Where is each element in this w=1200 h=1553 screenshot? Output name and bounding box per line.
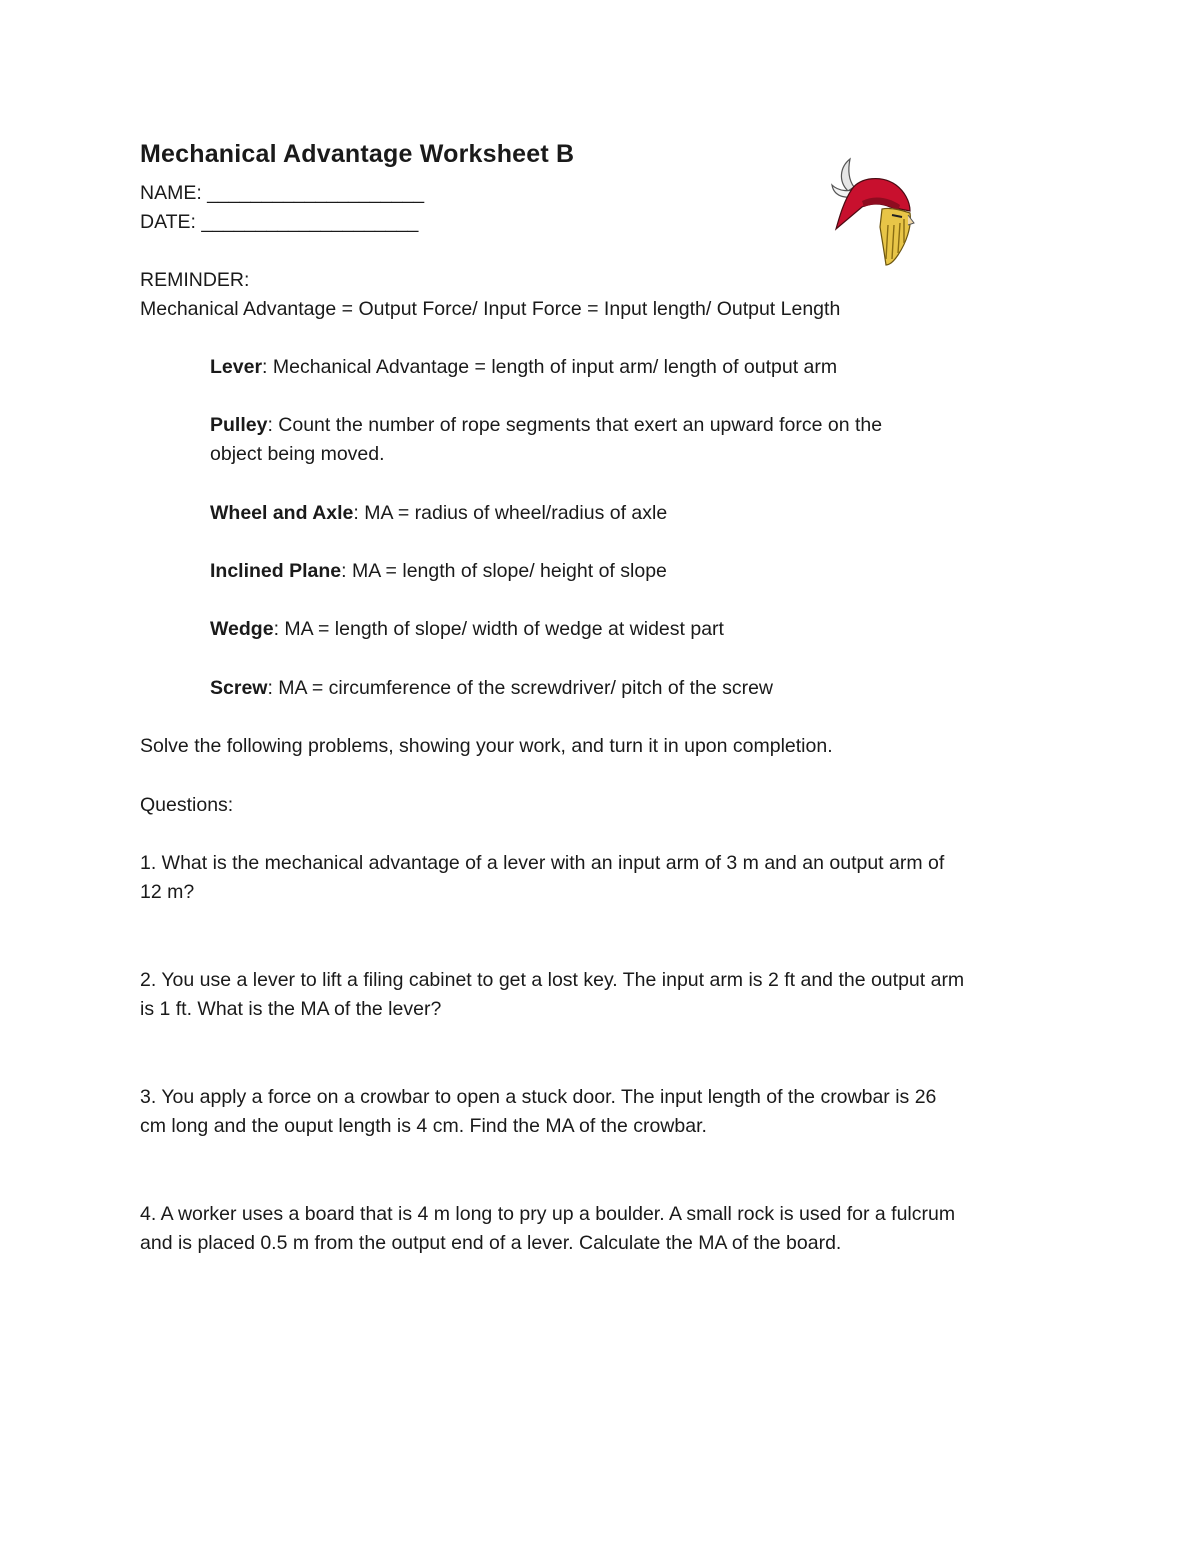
- machine-rule: : Mechanical Advantage = length of input arm/ length of output arm: [262, 356, 838, 378]
- machine-rule: : Count the number of rope segments that exert an upward force on the: [267, 414, 883, 436]
- viking-head-icon: [826, 155, 918, 267]
- reminder-formula: Mechanical Advantage = Output Force/ Input Force = Input length/ Output Length: [140, 298, 841, 320]
- machine-rule-lever: [210, 353, 837, 382]
- question-1-line-1: 1. What is the mechanical advantage of a lever with an input arm of 3 m and an output arm of: [140, 852, 945, 874]
- machine-rule-screw: [210, 674, 773, 703]
- machine-rule-wheel-axle: [210, 499, 667, 528]
- reminder-heading: REMINDER:: [140, 269, 250, 291]
- question-2-line-2: is 1 ft. What is the MA of the lever?: [140, 998, 442, 1020]
- machine-rule: : MA = length of slope/ width of wedge at widest part: [273, 618, 724, 640]
- machine-name: Pulley: [210, 414, 268, 436]
- question-2-line-1: 2. You use a lever to lift a filing cabinet to get a lost key. The input arm is 2 ft and the output arm: [140, 969, 965, 991]
- question-1-line-2: 12 m?: [140, 881, 195, 903]
- question-3-line-2: cm long and the ouput length is 4 cm. Find the MA of the crowbar.: [140, 1115, 707, 1137]
- machine-name: Screw: [210, 677, 268, 699]
- name-line: NAME: ____________________: [140, 182, 425, 204]
- machine-rule: : MA = length of slope/ height of slope: [341, 560, 667, 582]
- machine-name: Wheel and Axle: [210, 502, 354, 524]
- machine-rule-pulley: [210, 411, 882, 440]
- instructions: Solve the following problems, showing your work, and turn it in upon completion.: [140, 735, 833, 757]
- machine-rule-pulley-cont: object being moved.: [210, 443, 385, 465]
- worksheet-title: Mechanical Advantage Worksheet B: [140, 140, 575, 168]
- machine-rule-inclined-plane: [210, 557, 667, 586]
- machine-rule: : MA = circumference of the screwdriver/ pitch of the screw: [267, 677, 774, 699]
- machine-name: Wedge: [210, 618, 274, 640]
- question-4-line-2: and is placed 0.5 m from the output end of a lever. Calculate the MA of the board.: [140, 1232, 842, 1254]
- question-3-line-1: 3. You apply a force on a crowbar to open a stuck door. The input length of the crowbar is 26: [140, 1086, 937, 1108]
- machine-name: Inclined Plane: [210, 560, 342, 582]
- machine-rule: : MA = radius of wheel/radius of axle: [353, 502, 668, 524]
- date-line: DATE: ____________________: [140, 211, 419, 233]
- machine-name: Lever: [210, 356, 263, 378]
- question-4-line-1: 4. A worker uses a board that is 4 m long to pry up a boulder. A small rock is used for a fulcrum: [140, 1203, 956, 1225]
- machine-rule-wedge: [210, 615, 724, 644]
- questions-heading: Questions:: [140, 794, 234, 816]
